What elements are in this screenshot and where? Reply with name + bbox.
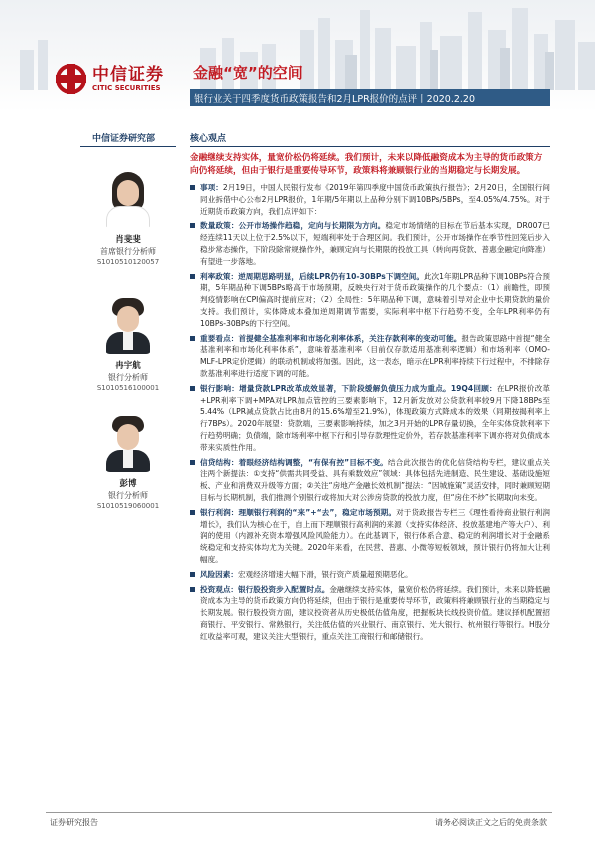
item-lead: 事项： bbox=[200, 183, 223, 192]
analyst-name: 彭博 bbox=[119, 479, 137, 489]
list-item bbox=[190, 383, 550, 454]
item-body: 此次1年期LPR品种下调10BPs符合预期，5年期品种下调5BPs略高于市场预期，反映央行对于货币政策操作的几个要点：（1）前瞻性，即预判疫情影响在CPI偏高时提前应对；（2）全局性：5年期品种下调，意味着引导对企业中长期贷款的量价支持。我们预计，实体降成本叠加逆周期调节需要，实际利率中枢下行趋势不变，全年LPR利率仍有10BPs-30BPs的下行空间。 bbox=[200, 271, 550, 328]
brand-name-en: CITIC SECURITIES bbox=[92, 83, 161, 92]
analyst-card bbox=[80, 414, 176, 511]
item-body: 金融继续支持实体，量宽价松仍将延续。我们预计，未来以降低融资成本为主导的货币政策方向仍将延续，但由于银行是重要传导环节，政策料将兼顾银行业的当期稳定与长期发展。银行股投资方面，建议投资者从历史极低估值角度，把握板块长线投资价值。建议择机配置招商银行、平安银行、常熟银行，关注低估值的兴业银行、南京银行、光大银行、杭州银行等银行。H股分红收益率可观，建议关注大型银行，重点关注工商银行和邮储银行。 bbox=[200, 584, 551, 641]
list-item bbox=[190, 584, 550, 643]
summary-intro: 金融继续支持实体，量宽价松仍将延续。我们预计，未来以降低融资成本为主导的货币政策方向仍将延续，但由于银行是重要传导环节，政策料将兼顾银行业的当期稳定与长期发展。 bbox=[190, 153, 543, 176]
list-item bbox=[190, 569, 550, 581]
analyst-license-id: S1010510120057 bbox=[96, 258, 160, 266]
item-body: 对于货政报告专栏三《理性看待商业银行利润增长》，我们认为核心在于，自上而下理顺银行高利润的来源（支持实体经济、投放基建地产等大户）、利润的使用（内源补充资本增强风险风险能力）。在此基调下，银行体系合意、稳定的利润增长对于金融系统稳定和支持实体均尤为关键。2020年来看，在民营、普惠、小微等短板领域，预计银行仍将加大让利幅度。 bbox=[200, 507, 550, 564]
avatar bbox=[104, 296, 152, 354]
list-item bbox=[190, 333, 550, 380]
item-body: 结合此次报告的优化信贷结构专栏，建议重点关注两个新提法：①支持“供需共同受益、具有乘数效应”领域：具体包括先进制造、民生建设、基础设施短板、产业和消费双升级等方面；②关注“房地产金融长效机制”提法：“因城施策”灵活安排，同时兼顾短期目标与长期机制，我们推测个别银行或将加大对公涉房贷款的投放力度，但“房住不炒”长期取向未变。 bbox=[200, 457, 551, 502]
item-lead: 投资观点：银行股投资步入配置时点。 bbox=[200, 584, 330, 594]
analyst-card bbox=[80, 170, 176, 267]
brand-name-cn: 中信证券 bbox=[92, 64, 164, 85]
item-body: 在LPR报价改革+LPR利率下调+MPA对LPR加点管控的三要素影响下，12月新发放对公贷款利率较9月下降18BPs至5.44%（LPR减点贷款占比由8月的15.6%增至21.9%），体现政策方式降成本的效果（同期按揭利率上行7BPs）。2020年展望：贷款端，三要素影响持续，加之3月开始的LPR存量切换，全年实体贷款利率下行趋势明确；负债端，除市场利率中枢下行和引导存款理性定价外，若存款基准利率下调亦将对负债成本带来实质性作用。 bbox=[200, 383, 550, 452]
analyst-license-id: S1010519060001 bbox=[96, 502, 160, 510]
list-item bbox=[190, 220, 550, 267]
footer-disclaimer: 请务必阅读正文之后的免责条款 bbox=[435, 818, 547, 827]
footer-divider bbox=[46, 812, 552, 813]
list-item bbox=[190, 507, 550, 566]
avatar bbox=[104, 170, 152, 228]
research-dept-heading: 中信证券研究部 bbox=[92, 134, 156, 144]
item-lead: 信贷结构：着眼经济结构调整，“有保有控”目标不变。 bbox=[200, 457, 388, 467]
citic-emblem-icon bbox=[56, 64, 86, 94]
citic-securities-logo bbox=[56, 64, 164, 94]
analyst-title: 银行分析师 bbox=[108, 373, 148, 382]
core-views-heading: 核心观点 bbox=[190, 134, 227, 144]
item-lead: 风险因素： bbox=[200, 569, 238, 579]
analyst-name: 肖斐斐 bbox=[115, 235, 141, 245]
analyst-license-id: S1010516100001 bbox=[96, 384, 160, 392]
list-item bbox=[190, 271, 550, 330]
report-title: 金融“宽”的空间 bbox=[193, 64, 303, 82]
analyst-card bbox=[80, 296, 176, 393]
item-body: 2月19日，中国人民银行发布《2019年第四季度中国货币政策执行报告》；2月20日，全国银行间同业拆借中心公布2月LPR报价，1年期/5年期以上品种分别下调10BPs/5BPs，至4.05%/4.75%。对于近期货币政策方向，我们点评如下： bbox=[200, 183, 550, 216]
item-lead: 利率政策：逆周期思路明显，后续LPR仍有10-30BPs下调空间。 bbox=[200, 271, 424, 281]
sidebar-divider bbox=[80, 146, 176, 147]
report-header bbox=[0, 0, 595, 112]
item-body: 报告政策思路中首提“健全基准利率和市场化利率体系”，意味着基准利率（目前仅存款适用基准利率逻辑）和市场利率（OMO-MLF-LPR定价逻辑）的联动机制或将加强。因此，这一表态，暗示在LPR利率持续下行过程中，不排除存款基准利率进行适度下调的可能。 bbox=[200, 333, 550, 378]
item-lead: 银行影响：增量贷款LPR改革成效显著，下阶段缓解负债压力成为重点。19Q4回顾： bbox=[200, 383, 497, 393]
item-lead: 银行利润：理顺银行利润的“来”+“去”，稳定市场预期。 bbox=[200, 507, 397, 517]
main-divider bbox=[190, 146, 550, 147]
core-views-body bbox=[190, 152, 550, 645]
item-lead: 重要看点：首提健全基准利率和市场化利率体系，关注存款利率的变动可能。 bbox=[200, 333, 462, 343]
analyst-title: 首席银行分析师 bbox=[100, 247, 156, 256]
item-lead: 数量政策：公开市场操作趋稳，定向与长期限为方向。 bbox=[200, 221, 386, 231]
list-item bbox=[190, 457, 550, 504]
avatar bbox=[104, 414, 152, 472]
analyst-title: 银行分析师 bbox=[108, 491, 148, 500]
item-body: 稳定市场情绪的目标在节后基本实现，DR007已经连续11天以上位于2.5%以下，短端利率处于合理区间。我们预计，公开市场操作在季节性回笼后步入稳步常态操作，下阶段除常规操作外，兼顾定向与长期限的投放工具（转向再贷款、普惠金融定向降准）有望进一步落地。 bbox=[200, 221, 550, 266]
list-item bbox=[190, 182, 550, 217]
report-subtitle: 银行业关于四季度货币政策报告和2月LPR报价的点评丨2020.2.20 bbox=[194, 94, 476, 105]
item-body: 宏观经济增速大幅下滑，银行资产质量超预期恶化。 bbox=[237, 569, 413, 579]
footer-report-type: 证券研究报告 bbox=[50, 818, 98, 827]
analyst-name: 冉宇航 bbox=[115, 361, 141, 371]
